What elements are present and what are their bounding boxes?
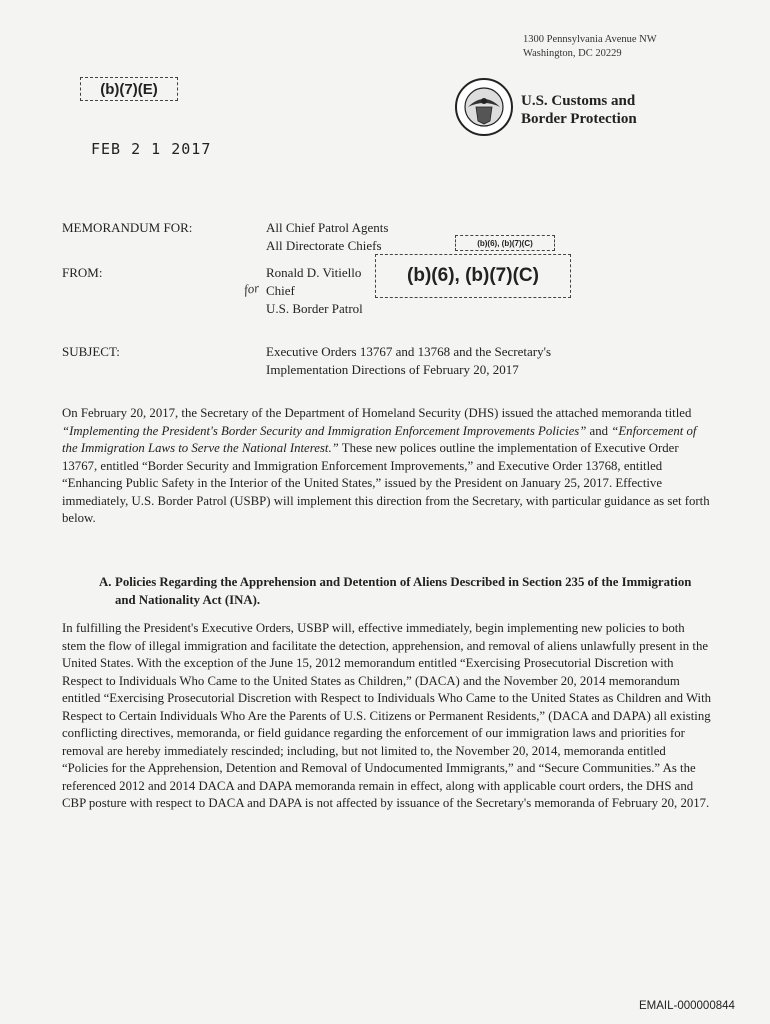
section-a-heading: [99, 574, 705, 609]
date-stamp: FEB 2 1 2017: [91, 140, 212, 158]
dhs-seal-logo: [454, 77, 514, 137]
sender-name: Ronald D. Vitiello: [266, 265, 362, 280]
redaction-box-large: (b)(6), (b)(7)(C): [375, 254, 571, 298]
redaction-box-top: (b)(7)(E): [80, 77, 178, 101]
address-line-2: Washington, DC 20229: [523, 48, 622, 59]
subject-line-1: Executive Orders 13767 and 13768 and the Secretary's: [266, 344, 552, 359]
memorandum-for-label: MEMORANDUM FOR:: [62, 220, 193, 235]
section-a-paragraph: In fulfilling the President's Executive Orders, USBP will, effective immediately, begin implementing new policies to both stem the flow of illegal immigration and facilitate the detection, apprehension, and removal of aliens unlawfully present in the United States. With the exception of the June 15, 2012 memorandum entitled “Exercising Prosecutorial Discretion with Respect to Individuals Who Came to the United States as Children,” (DACA) and the November 20, 2014 memorandum entitled “Exercising Prosecutorial Discretion with Respect to Individuals Who Came to the United States as Children and With Respect to Certain Individuals Who Are the Parents of U.S. Citizens or Permanent Residents,” (DACA and DAPA) all existing conflicting directives, memoranda, or field guidance regarding the enforcement of our immigration laws and priorities for removal are hereby immediately rescinded; including, but not limited to, the November 20, 2014, memoranda entitled “Policies for the Apprehension, Detention and Removal of Undocumented Immigrants,” and “Secure Communities.” As the referenced 2012 and 2014 DACA and DAPA memoranda remain in effect, along with applicable court orders, the DHS and CBP posture with respect to DACA and DAPA is not affected by issuance of the Secretary's memoranda of February 20, 2017.: [62, 621, 712, 810]
agency-line-2: Border Protection: [521, 111, 637, 127]
subject-label: SUBJECT:: [62, 344, 120, 359]
redaction-box-small: (b)(6), (b)(7)(C): [455, 235, 555, 251]
section-a-letter: A.: [99, 575, 112, 589]
sender-office: U.S. Border Patrol: [266, 301, 363, 316]
intro-text-2: These new polices outline the implementation of Executive Order 13767, entitled “Border Security and Immigration Enforcement Improvements,” and Executive Order 13768, entitled “Enhancing Public Safety in the Interior of the United States,” issued by the President on January 25, 2017. Effective immediately, U.S. Border Patrol (USBP) will implement this direction from the Secretary, with particular guidance as set forth below.: [62, 441, 710, 525]
agency-name: [521, 92, 637, 128]
agency-address: [523, 33, 657, 61]
from-sender: [266, 264, 363, 318]
section-a-title: Policies Regarding the Apprehension and Detention of Aliens Described in Section 235 of the Immigration and Nationality Act (INA).: [115, 575, 692, 607]
recipient-line-2: All Directorate Chiefs: [266, 238, 382, 253]
intro-paragraph: [62, 405, 712, 528]
recipient-line-1: All Chief Patrol Agents: [266, 220, 389, 235]
memorandum-for-recipients: [266, 219, 388, 255]
signature-for-note: for: [242, 280, 261, 297]
address-line-1: 1300 Pennsylvania Avenue NW: [523, 34, 657, 45]
intro-text-1: On February 20, 2017, the Secretary of the Department of Homeland Security (DHS) issued the attached memoranda titled: [62, 406, 692, 420]
sender-title: Chief: [266, 283, 295, 298]
intro-memo-title-1: “Implementing the President's Border Security and Immigration Enforcement Improvements Policies”: [62, 423, 587, 438]
subject-text: [266, 343, 551, 379]
from-label: FROM:: [62, 265, 103, 280]
bates-number: EMAIL-000000844: [639, 1000, 735, 1012]
agency-line-1: U.S. Customs and: [521, 93, 636, 109]
intro-and: and: [586, 423, 612, 438]
subject-line-2: Implementation Directions of February 20, 2017: [266, 362, 519, 377]
intro-memo-title-2: “Enforcement of the Immigration Laws to Serve the National Interest.”: [62, 423, 697, 455]
